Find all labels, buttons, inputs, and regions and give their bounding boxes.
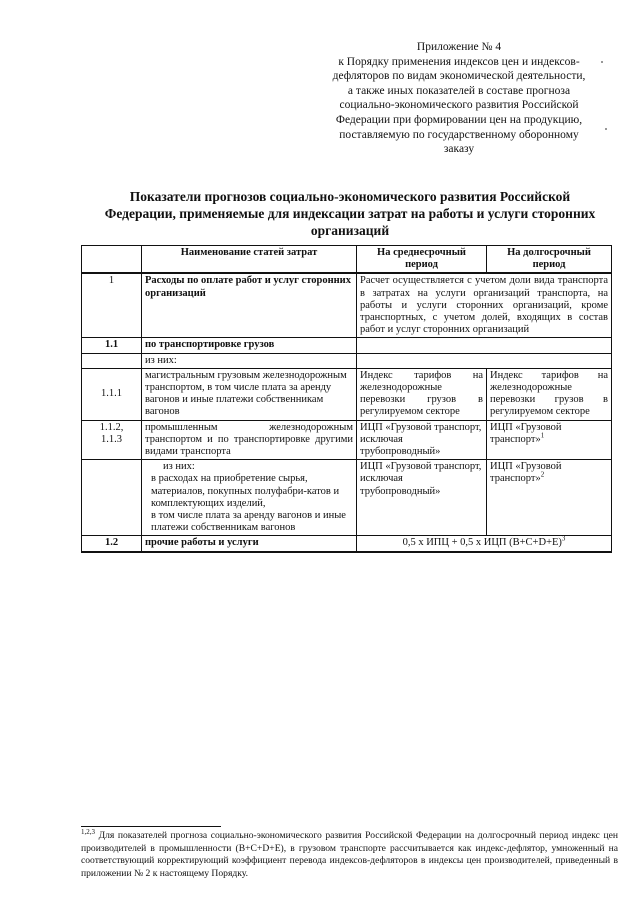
row-long-term: Индекс тарифов на железнодорожные перевозки грузов в регулируемом секторе xyxy=(487,368,612,420)
appendix-line: заказу xyxy=(443,143,475,156)
footnote-separator xyxy=(81,826,221,827)
footnote xyxy=(81,827,618,880)
row-name xyxy=(142,460,357,536)
long-term-text: ИЦП «Грузовой транспорт» xyxy=(490,421,562,445)
header-cell-num xyxy=(82,246,142,274)
table-row xyxy=(82,460,612,536)
appendix-line: поставляемую по государственному оборонному xyxy=(339,128,579,141)
table-row xyxy=(82,273,612,338)
row-number: 1.1.1 xyxy=(82,368,142,420)
table-header-row xyxy=(82,246,612,274)
indicators-table xyxy=(81,245,612,553)
row-name-line: в расходах на приобретение сырья, материалов, покупных полуфабри-катов и комплектующих изделий, xyxy=(151,473,340,509)
appendix-line: а также иных показателей в составе прогноза xyxy=(347,84,571,97)
empty-cell xyxy=(82,353,142,368)
row-name: прочие работы и услуги xyxy=(142,536,357,552)
empty-cell xyxy=(357,353,612,368)
row-number-part: 1.1.3 xyxy=(101,433,122,445)
row-name: промышленным железнодорожным транспортом и по транспортировке другими видами транспорта xyxy=(142,420,357,460)
row-mid-term: Индекс тарифов на железнодорожные перевозки грузов в регулируемом секторе xyxy=(357,368,487,420)
header-cell-mid-term: На среднесрочный период xyxy=(357,246,487,274)
row-long-term xyxy=(487,420,612,460)
scan-speck xyxy=(601,61,603,63)
appendix-line: социально-экономического развития Российской xyxy=(339,99,579,112)
title-line: Федерации, применяемые для индексации затрат на работы и услуги сторонних xyxy=(104,206,596,221)
footnote-marks: 1,2,3 xyxy=(81,827,95,836)
empty-cell xyxy=(82,460,142,536)
row-name: Расходы по оплате работ и услуг сторонних организаций xyxy=(142,273,357,338)
table-row xyxy=(82,536,612,552)
table-row xyxy=(82,338,612,353)
row-name: по транспортировке грузов xyxy=(142,338,357,353)
appendix-line: Приложение № 4 xyxy=(416,41,502,53)
row-name: из них: xyxy=(142,353,357,368)
long-term-text: ИЦП «Грузовой транспорт» xyxy=(490,461,562,485)
row-mid-term: ИЦП «Грузовой транспорт, исключая трубопроводный» xyxy=(357,420,487,460)
row-name-line: в том числе плата за аренду вагонов и иные платежи собственникам вагонов xyxy=(151,510,346,534)
row-name: магистральным грузовым железнодорожным транспортом, в том числе плата за аренду вагонов и иные платежи собственникам вагонов xyxy=(142,368,357,420)
table-row xyxy=(82,420,612,460)
empty-cell xyxy=(357,338,612,353)
scan-speck xyxy=(605,128,607,130)
appendix-line: дефляторов по видам экономической деятельности, xyxy=(332,70,586,83)
row-number: 1.2 xyxy=(82,536,142,552)
table-row xyxy=(82,353,612,368)
appendix-header xyxy=(300,40,618,157)
row-number-part: 1.1.2, xyxy=(99,421,124,433)
table-row xyxy=(82,368,612,420)
document-title xyxy=(80,188,620,239)
row-number xyxy=(82,420,142,460)
appendix-line: Федерации при формировании цен на продукцию, xyxy=(335,113,583,126)
row-number: 1 xyxy=(82,273,142,338)
footnote-mark: 3 xyxy=(561,535,566,543)
formula-text: 0,5 х ИПЦ + 0,5 х ИЦП (В+С+D+E) xyxy=(402,537,562,549)
row-calc-note: Расчет осуществляется с учетом доли вида транспорта в затратах на услуги организаций транспорта, на работы и услуги сторонних организаций, кроме транспортных, с учетом долей, входящих в состав работ и услуг сторонних организаций xyxy=(357,273,612,338)
appendix-line: к Порядку применения индексов цен и индексов- xyxy=(338,55,580,68)
header-cell-name: Наименование статей затрат xyxy=(142,246,357,274)
header-cell-long-term: На долгосрочный период xyxy=(487,246,612,274)
footnote-text: Для показателей прогноза социально-экономического развития Российской Федерации на долгосрочный период индекс цен производителей в промышленности (В+С+D+E), в грузовом транспорте рассчитывается как индекс-дефлятор, умноженный на соответствующий корректирующий коэффициент перевода индексов-дефляторов в индексы цен производителей, приведенный в приложении № 2 к настоящему Порядку. xyxy=(81,830,618,879)
title-line: организаций xyxy=(310,223,390,238)
row-name-line: из них: xyxy=(163,461,195,473)
footnote-mark: 2 xyxy=(540,470,545,479)
footnote-mark: 1 xyxy=(540,431,545,440)
row-mid-term: ИЦП «Грузовой транспорт, исключая трубопроводный» xyxy=(357,460,487,536)
row-number: 1.1 xyxy=(82,338,142,353)
row-formula xyxy=(357,536,612,552)
row-long-term xyxy=(487,460,612,536)
title-line: Показатели прогнозов социально-экономического развития Российской xyxy=(129,189,571,204)
